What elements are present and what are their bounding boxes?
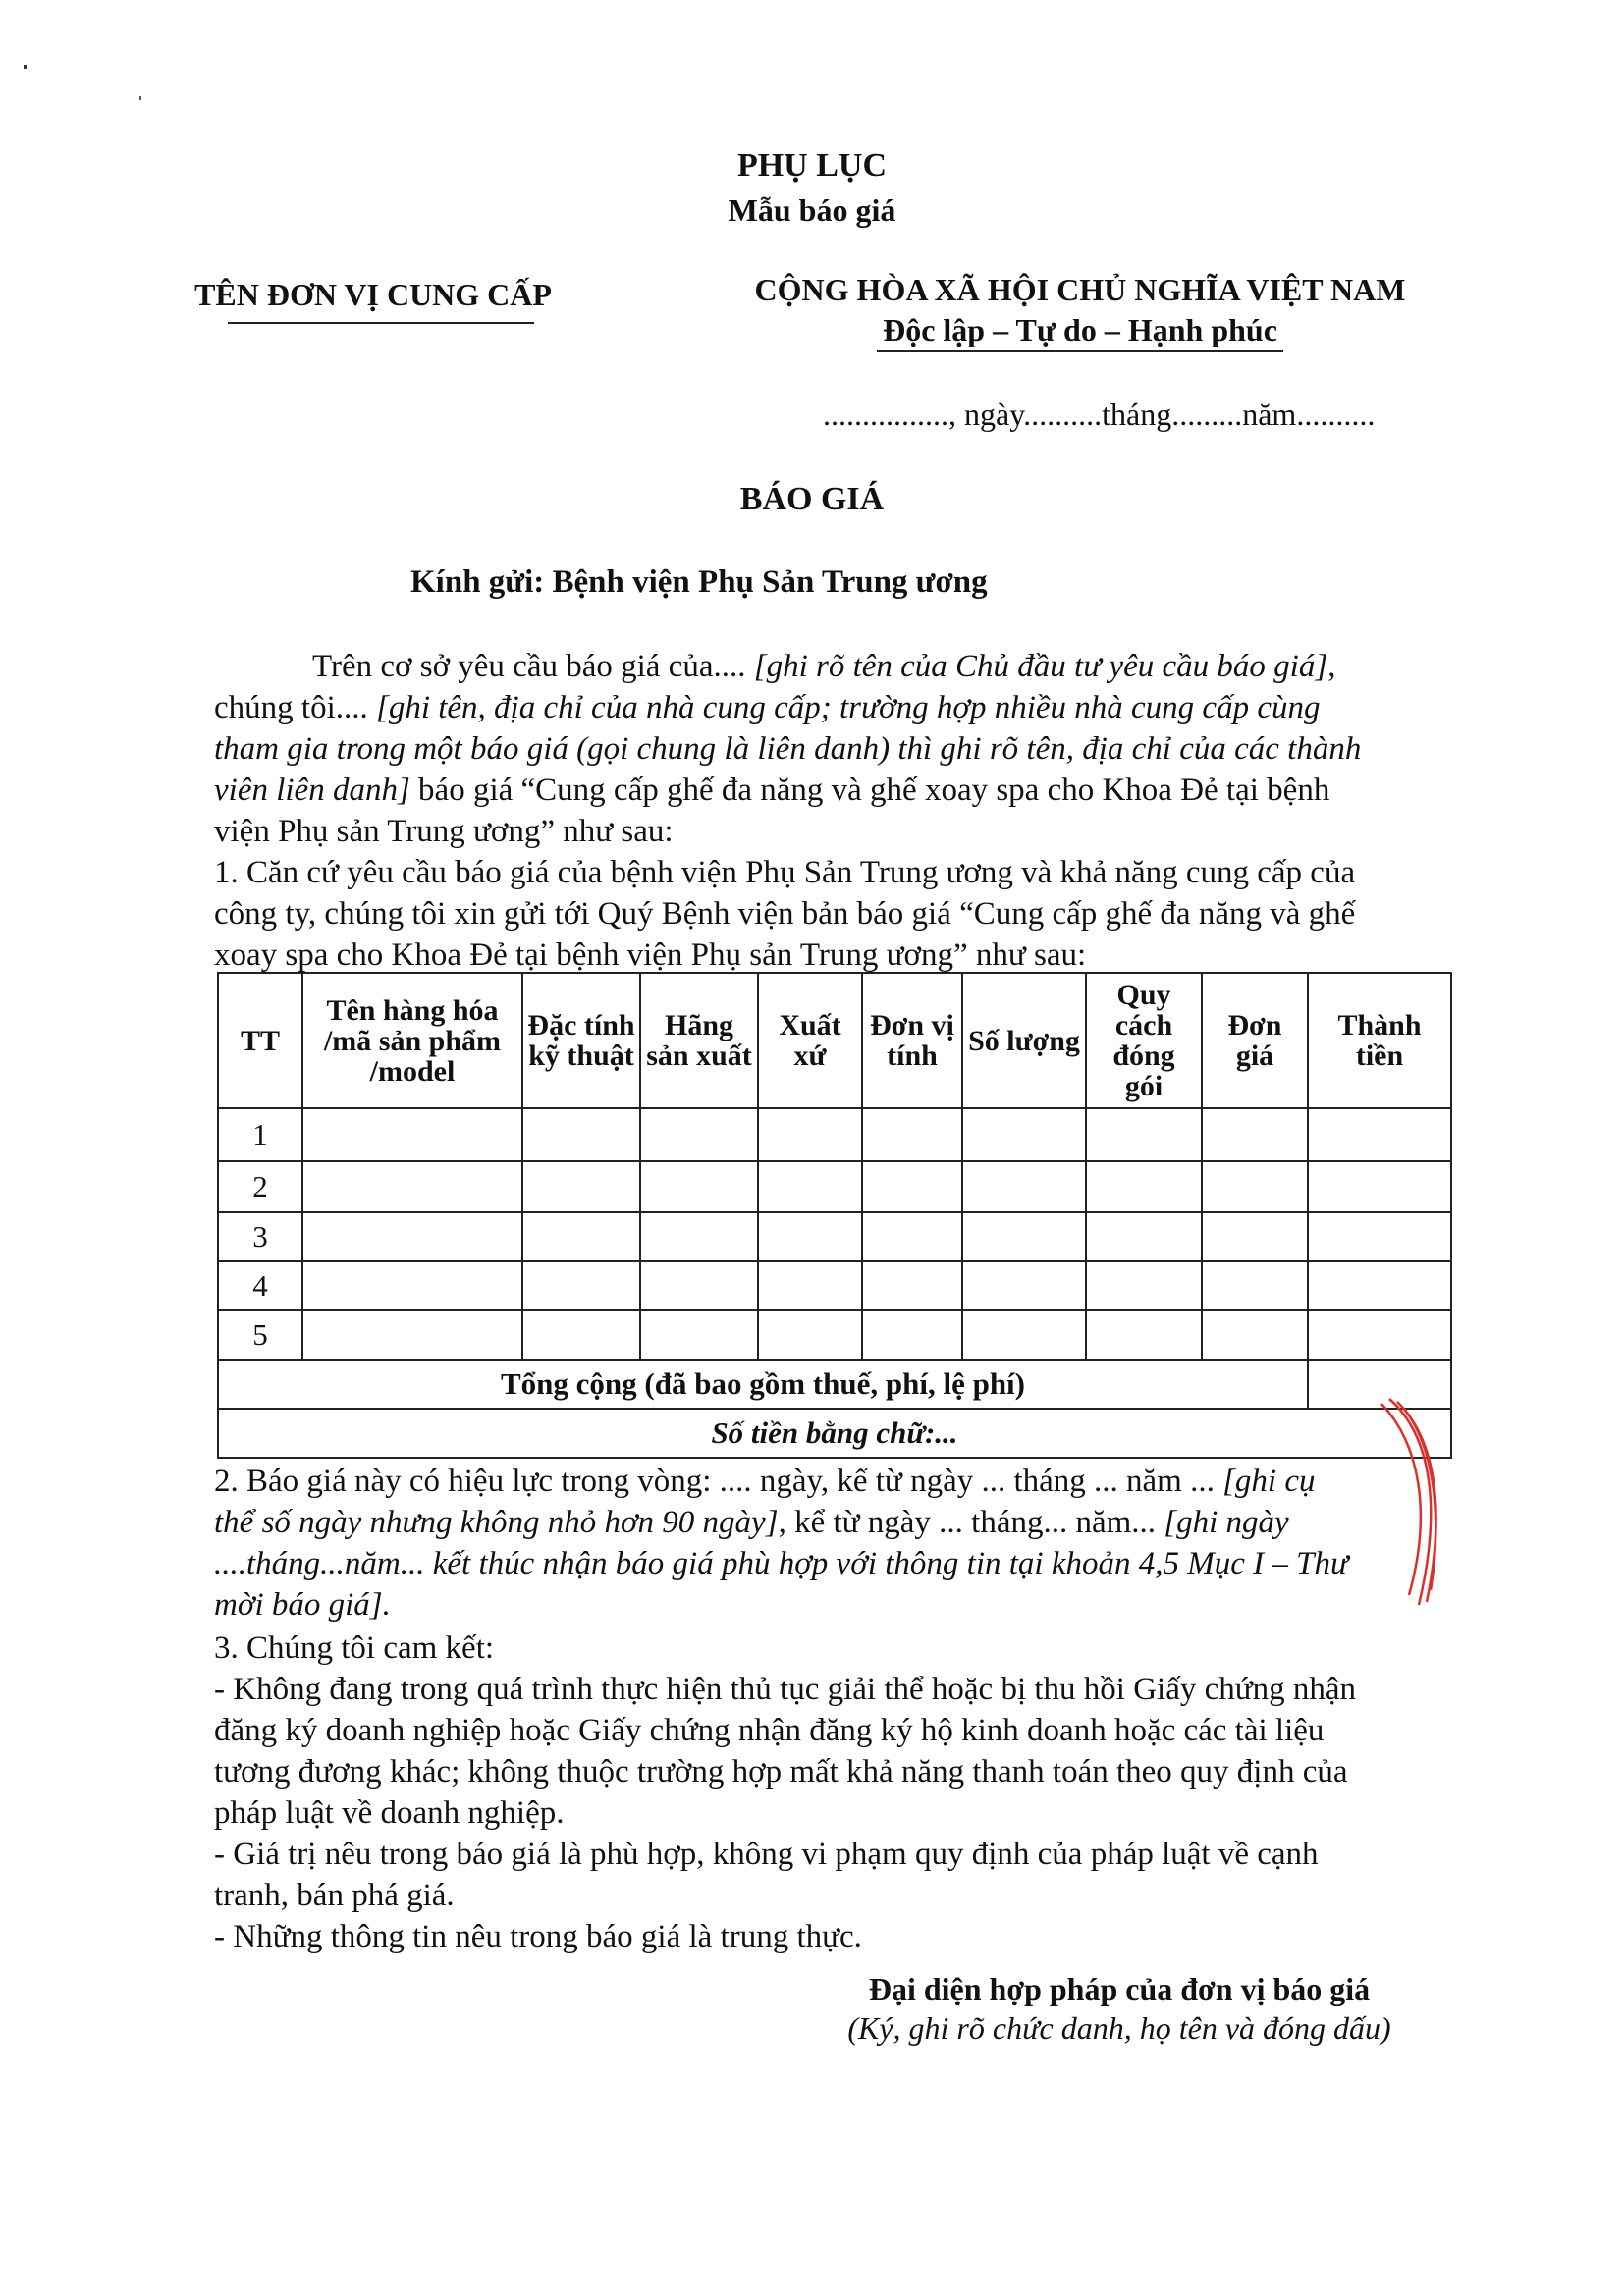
cell xyxy=(640,1310,758,1360)
cell xyxy=(862,1310,962,1360)
commitment-1-line-1: - Không đang trong quá trình thực hiện thủ tục giải thể hoặc bị thu hồi Giấy chứng nhận xyxy=(214,1672,1357,1707)
document-title: BÁO GIÁ xyxy=(739,481,885,517)
col-header-amount: Thành tiền xyxy=(1308,973,1451,1108)
cell xyxy=(1086,1161,1202,1212)
table-row xyxy=(218,1261,1451,1310)
row-number: 1 xyxy=(218,1108,302,1161)
cell xyxy=(640,1108,758,1161)
cell xyxy=(302,1108,522,1161)
col-header-unit-price: Đơn giá xyxy=(1202,973,1308,1108)
cell xyxy=(758,1310,862,1360)
scan-speck xyxy=(24,65,27,69)
cell xyxy=(522,1108,640,1161)
section2-text: 2. Báo giá này có hiệu lực trong vòng: .... ngày, kể từ ngày ... tháng ... năm ... xyxy=(214,1464,1223,1499)
cell xyxy=(862,1212,962,1261)
appendix-title: PHỤ LỤC xyxy=(736,147,888,184)
section2-placeholder: thể số ngày nhưng không nhỏ hơn 90 ngày] xyxy=(214,1505,779,1540)
col-header-packing: Quy cách đóng gói xyxy=(1086,973,1202,1108)
commitment-1-line-4: pháp luật về doanh nghiệp. xyxy=(214,1795,565,1831)
supplier-underline xyxy=(228,322,534,324)
table-row xyxy=(218,1161,1451,1212)
cell xyxy=(758,1108,862,1161)
cell xyxy=(1202,1108,1308,1161)
signature-note: (Ký, ghi rõ chức danh, họ tên và đóng dấu) xyxy=(847,2010,1391,2046)
intro-placeholder: [ghi rõ tên của Chủ đầu tư yêu cầu báo giá] xyxy=(753,649,1328,684)
cell xyxy=(862,1161,962,1212)
cell xyxy=(1202,1261,1308,1310)
amount-in-words-label: Số tiền bằng chữ:... xyxy=(218,1409,1451,1458)
cell xyxy=(1202,1161,1308,1212)
cell xyxy=(522,1161,640,1212)
intro-line-1 xyxy=(312,646,1335,687)
cell xyxy=(962,1310,1086,1360)
cell xyxy=(862,1108,962,1161)
cell xyxy=(1308,1310,1451,1360)
col-header-product: Tên hàng hóa /mã sản phẩm /model xyxy=(302,973,522,1108)
table-row xyxy=(218,1310,1451,1360)
section2-placeholder: [ghi ngày xyxy=(1164,1505,1289,1540)
cell xyxy=(1308,1212,1451,1261)
intro-line-4 xyxy=(214,770,1329,811)
table-row xyxy=(218,1212,1451,1261)
cell xyxy=(302,1310,522,1360)
col-header-quantity: Số lượng xyxy=(962,973,1086,1108)
cell xyxy=(758,1212,862,1261)
section2-line-3: ....tháng...năm... kết thúc nhận báo giá phù hợp với thông tin tại khoản 4,5 Mục I – Thư xyxy=(214,1546,1348,1581)
section2-text: , kể từ ngày ... tháng... năm... xyxy=(778,1505,1164,1540)
section1-line-2: công ty, chúng tôi xin gửi tới Quý Bệnh viện bản báo giá “Cung cấp ghế đa năng và ghế xyxy=(214,896,1356,932)
national-title: CỘNG HÒA XÃ HỘI CHỦ NGHĨA VIỆT NAM xyxy=(754,272,1406,307)
national-motto-wrap xyxy=(727,312,1434,348)
intro-text: , xyxy=(1327,649,1336,684)
commitment-2-line-1: - Giá trị nêu trong báo giá là phù hợp, không vi phạm quy định của pháp luật về cạnh xyxy=(214,1837,1319,1872)
cell xyxy=(1202,1310,1308,1360)
cell xyxy=(758,1261,862,1310)
commitment-2-line-2: tranh, bán phá giá. xyxy=(214,1878,455,1913)
section3-title: 3. Chúng tôi cam kết: xyxy=(214,1630,495,1666)
intro-placeholder: [ghi tên, địa chỉ của nhà cung cấp; trường hợp nhiều nhà cung cấp cùng xyxy=(375,690,1321,725)
total-label: Tổng cộng (đã bao gồm thuế, phí, lệ phí) xyxy=(218,1360,1308,1409)
intro-text: chúng tôi.... xyxy=(214,690,376,725)
row-number: 5 xyxy=(218,1310,302,1360)
national-motto: Độc lập – Tự do – Hạnh phúc xyxy=(877,312,1283,352)
cell xyxy=(758,1161,862,1212)
supplier-label: TÊN ĐƠN VỊ CUNG CẤP xyxy=(194,277,552,312)
cell xyxy=(1086,1310,1202,1360)
section2-line-4: mời báo giá]. xyxy=(214,1587,391,1623)
section1-line-3: xoay spa cho Khoa Đẻ tại bệnh viện Phụ sản Trung ương” như sau: xyxy=(214,937,1087,973)
commitment-1-line-2: đăng ký doanh nghiệp hoặc Giấy chứng nhận đăng ký hộ kinh doanh hoặc các tài liệu xyxy=(214,1713,1325,1748)
cell xyxy=(862,1261,962,1310)
cell xyxy=(640,1261,758,1310)
commitment-1-line-3: tương đương khác; không thuộc trường hợp mất khả năng thanh toán theo quy định của xyxy=(214,1754,1348,1789)
section1-line-1: 1. Căn cứ yêu cầu báo giá của bệnh viện Phụ Sản Trung ương và khả năng cung cấp của xyxy=(214,855,1356,890)
signature-title: Đại diện hợp pháp của đơn vị báo giá xyxy=(868,1971,1371,2006)
cell xyxy=(522,1261,640,1310)
cell xyxy=(522,1310,640,1360)
cell xyxy=(1202,1212,1308,1261)
cell xyxy=(640,1212,758,1261)
cell xyxy=(640,1161,758,1212)
row-number: 3 xyxy=(218,1212,302,1261)
cell xyxy=(1086,1212,1202,1261)
commitment-3-line-1: - Những thông tin nêu trong báo giá là trung thực. xyxy=(214,1919,862,1954)
intro-line-5: viện Phụ sản Trung ương” như sau: xyxy=(214,814,674,849)
intro-text: Trên cơ sở yêu cầu báo giá của.... xyxy=(312,649,754,684)
amount-in-words-row xyxy=(218,1409,1451,1458)
date-line: ................, ngày..........tháng.........năm.......... xyxy=(823,397,1376,432)
row-number: 2 xyxy=(218,1161,302,1212)
addressee: Kính gửi: Bệnh viện Phụ Sản Trung ương xyxy=(410,564,988,600)
cell xyxy=(1086,1108,1202,1161)
col-header-manufacturer: Hãng sản xuất xyxy=(640,973,758,1108)
cell xyxy=(1308,1261,1451,1310)
cell xyxy=(302,1261,522,1310)
appendix-subtitle: Mẫu báo giá xyxy=(728,192,896,228)
section2-line-2 xyxy=(214,1502,1289,1543)
col-header-tt: TT xyxy=(218,973,302,1108)
cell xyxy=(1308,1161,1451,1212)
cell xyxy=(962,1261,1086,1310)
cell xyxy=(522,1212,640,1261)
cell xyxy=(962,1161,1086,1212)
intro-line-2 xyxy=(214,687,1320,728)
cell xyxy=(962,1108,1086,1161)
section2-line-1 xyxy=(214,1461,1316,1502)
row-number: 4 xyxy=(218,1261,302,1310)
col-header-specs: Đặc tính kỹ thuật xyxy=(522,973,640,1108)
intro-line-3: tham gia trong một báo giá (gọi chung là liên danh) thì ghi rõ tên, địa chỉ của các thành xyxy=(214,731,1362,767)
cell xyxy=(962,1212,1086,1261)
quote-table xyxy=(217,972,1452,1459)
cell xyxy=(1308,1108,1451,1161)
cell xyxy=(302,1212,522,1261)
intro-placeholder: viên liên danh] xyxy=(214,773,410,808)
red-seal-edge-mark xyxy=(1370,1394,1448,1610)
cell xyxy=(1086,1261,1202,1310)
col-header-unit: Đơn vị tính xyxy=(862,973,962,1108)
scan-speck xyxy=(139,96,141,100)
cell xyxy=(302,1161,522,1212)
table-header-row xyxy=(218,973,1451,1108)
total-row xyxy=(218,1360,1451,1409)
table-row xyxy=(218,1108,1451,1161)
col-header-origin: Xuất xứ xyxy=(758,973,862,1108)
section2-placeholder: [ghi cụ xyxy=(1222,1464,1316,1499)
intro-text: báo giá “Cung cấp ghế đa năng và ghế xoay spa cho Khoa Đẻ tại bệnh xyxy=(409,773,1330,808)
